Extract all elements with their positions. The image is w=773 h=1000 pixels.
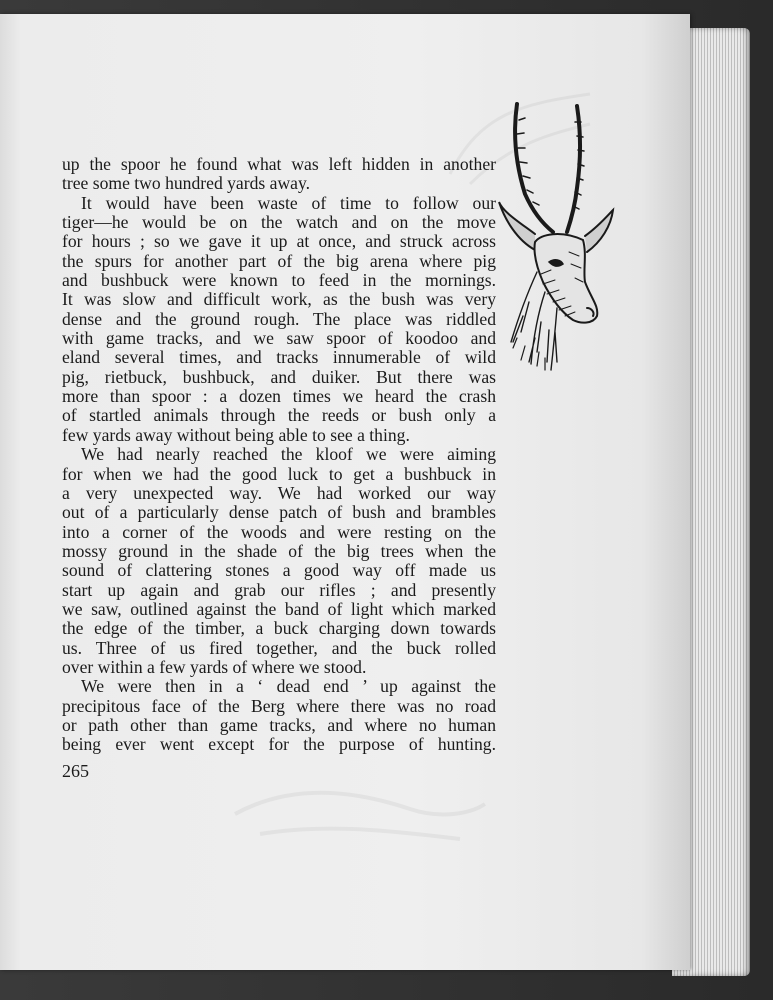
text-line: and bushbuck were known to feed in the mornings. — [62, 270, 496, 291]
text-line: for hours ; so we gave it up at once, and struck across — [62, 231, 496, 252]
text-line: few yards away without being able to see a thing. — [62, 424, 410, 445]
text-line: tiger—he would be on the watch and on the move — [62, 212, 496, 233]
text-line: or path other than game tracks, and where no human — [62, 714, 496, 735]
text-line: out of a particularly dense patch of bush and brambles — [62, 502, 496, 523]
text-line: into a corner of the woods and were resting on the — [62, 521, 496, 542]
text-line: a very unexpected way. We had worked our way — [62, 482, 496, 503]
show-through-icon — [230, 774, 490, 854]
text-line: tree some two hundred yards away. — [62, 173, 311, 194]
text-line: eland several times, and tracks innumerable of wild — [62, 347, 496, 368]
text-line: we saw, outlined against the band of light which marked — [62, 598, 496, 619]
text-line: over within a few yards of where we stood. — [62, 656, 367, 677]
body-text — [62, 155, 496, 755]
text-line: sound of clattering stones a good way off made us — [62, 560, 496, 581]
text-line: pig, rietbuck, bushbuck, and duiker. But there was — [62, 366, 496, 387]
text-line: for when we had the good luck to get a bushbuck in — [62, 463, 496, 484]
book-page — [0, 14, 690, 970]
text-line: with game tracks, and we saw spoor of koodoo and — [62, 328, 496, 349]
text-line: being ever went except for the purpose of hunting. — [62, 734, 496, 755]
text-line: us. Three of us fired together, and the buck rolled — [62, 637, 496, 658]
text-line: It would have been waste of time to follow our — [81, 192, 496, 213]
text-line: precipitous face of the Berg where there was no road — [62, 695, 496, 716]
page-number: 265 — [62, 761, 89, 781]
text-line: the spurs for another part of the big arena where pig — [62, 250, 496, 271]
text-line: mossy ground in the shade of the big trees when the — [62, 540, 496, 561]
text-line: We had nearly reached the kloof we were aiming — [81, 444, 496, 465]
text-line: of startled animals through the reeds or bush only a — [62, 405, 496, 426]
text-line: more than spoor : a dozen times we heard the crash — [62, 386, 496, 407]
text-line: up the spoor he found what was left hidden in another — [62, 154, 496, 174]
bushbuck-head-icon — [495, 102, 617, 372]
text-line: dense and the ground rough. The place was riddled — [62, 308, 496, 329]
text-line: It was slow and difficult work, as the bush was very — [62, 289, 496, 310]
text-line: start up again and grab our rifles ; and presently — [62, 579, 496, 600]
text-line: the edge of the timber, a buck charging down towards — [62, 618, 496, 639]
text-line: We were then in a ‘ dead end ’ up against the — [81, 676, 496, 697]
